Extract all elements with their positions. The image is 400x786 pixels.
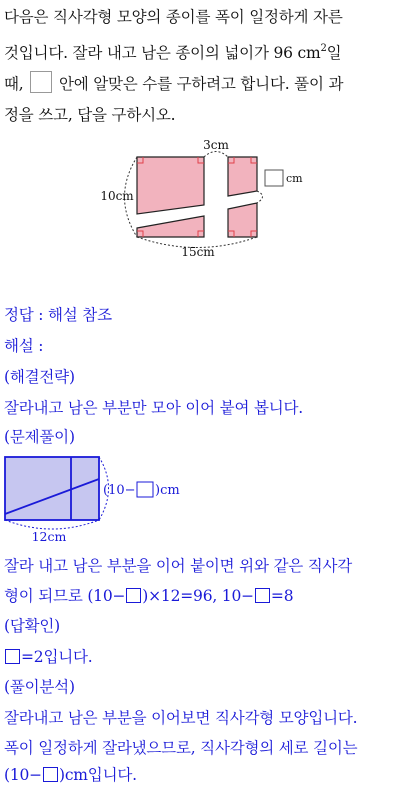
figure2-rectangle <box>5 457 99 520</box>
figure1-right-label: cm <box>286 172 303 185</box>
figure1-piece-bottom-left <box>137 216 204 237</box>
question-line-1: 다음은 직사각형 모양의 종이를 폭이 일정하게 자른 <box>4 8 343 26</box>
analysis-blank-box <box>43 767 58 782</box>
figure2-bottom-dimension-curve <box>5 520 99 529</box>
analysis-line-1: 잘라내고 남은 부분을 이어보면 직사각형 모양입니다. <box>4 709 358 727</box>
analysis-line-3: (10− )cm입니다. <box>4 766 137 784</box>
question-line-4: 정을 쓰고, 답을 구하시오. <box>4 106 176 124</box>
explanation-label: 해설 : <box>4 337 44 355</box>
strategy-label: (해결전략) <box>4 368 75 386</box>
check-blank-box <box>5 649 20 664</box>
solution-label: (문제풀이) <box>4 428 75 446</box>
figure1-piece-top-left <box>137 157 204 214</box>
solution-line-1: 잘라 내고 남은 부분을 이어 붙이면 위와 같은 직사각 <box>4 557 353 575</box>
question-line-2: 것입니다. 잘라 내고 남은 종이의 넓이가 96 $cm^2$일 <box>4 43 342 62</box>
check-text: =2입니다. <box>4 645 93 667</box>
analysis-label: (풀이분석) <box>4 678 75 696</box>
solution-blank-box-1 <box>126 588 141 603</box>
question-text <box>4 2 398 131</box>
figure2-bottom-label: 12cm <box>31 529 67 544</box>
analysis-line-2: 폭이 일정하게 잘라냈으므로, 직사각형의 세로 길이는 <box>4 739 358 757</box>
question-line-3: 때, 안에 알맞은 수를 구하려고 합니다. 풀이 과 <box>4 69 398 100</box>
blank-box <box>30 71 52 93</box>
solution-blank-box-2 <box>255 588 270 603</box>
figure1-top-label: 3cm <box>203 138 229 152</box>
figure1-top-dimension-curve <box>204 152 228 158</box>
figure-rearranged-rectangle <box>0 452 400 544</box>
figure1-piece-bottom-right <box>228 203 257 237</box>
figure1-bottom-label: 15cm <box>181 245 215 259</box>
figure2-right-label-a: (10− <box>103 483 136 498</box>
check-label: (답확인) <box>4 617 61 635</box>
figure2-right-label-b: )cm <box>155 483 180 498</box>
solution-line-2: 형이 되므로 (10− )×12=96, 10− =8 <box>4 587 294 605</box>
strategy-text: 잘라내고 남은 부분만 모아 이어 붙여 봅니다. <box>4 399 304 417</box>
figure-cut-paper <box>0 130 400 265</box>
figure1-left-label: 10cm <box>100 189 134 203</box>
figure2-blank-box <box>137 482 153 497</box>
figure1-blank-box <box>265 170 283 186</box>
answer-line: 정답 : 해설 참조 <box>4 306 112 324</box>
figure1-right-dimension-curve <box>257 191 263 203</box>
